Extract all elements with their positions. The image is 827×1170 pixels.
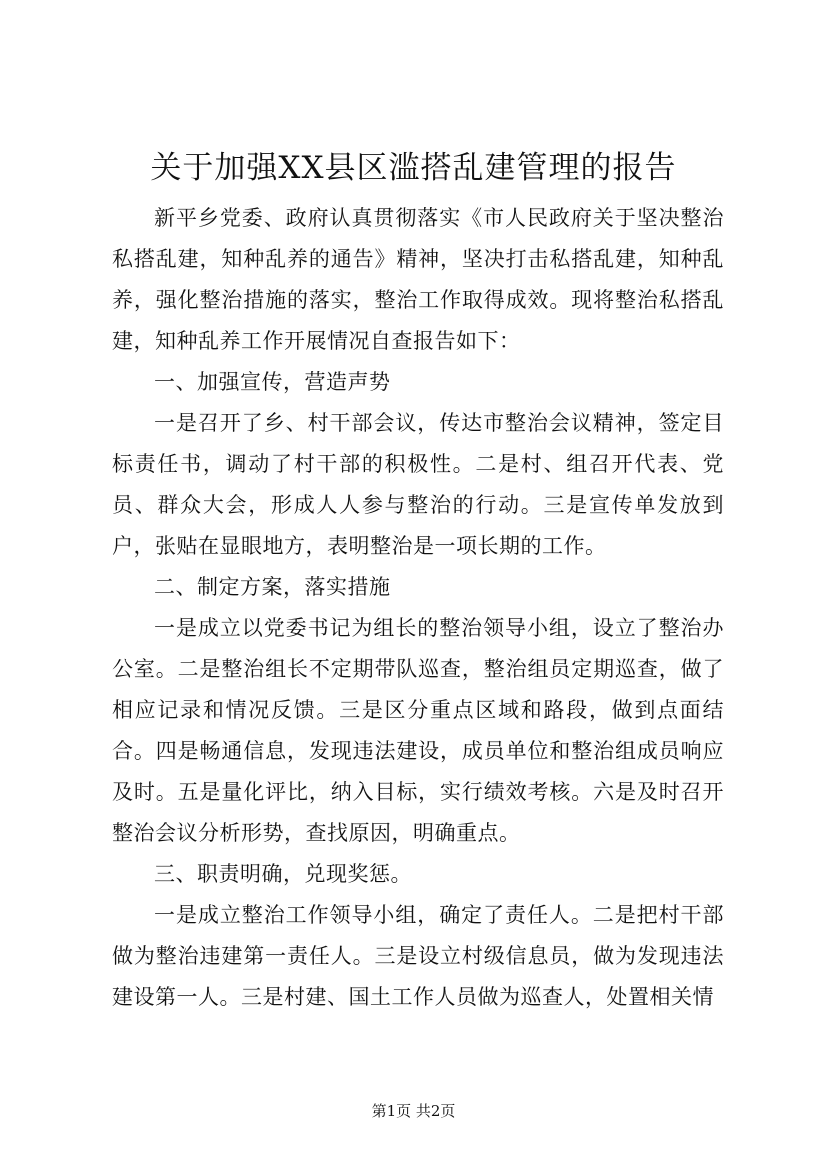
document-body: [112, 198, 724, 1018]
section-2-paragraph: 一是成立以党委书记为组长的整治领导小组，设立了整治办公室。二是整治组长不定期带队巡查，整治组员定期巡查，做了相应记录和情况反馈。三是区分重点区域和路段，做到点面结合。四是畅通信息，发现违法建设，成员单位和整治组成员响应及时。五是量化评比，纳入目标，实行绩效考核。六是及时召开整治会议分析形势，查找原因，明确重点。: [112, 616, 724, 845]
section-heading-1: 一、加强宣传，营造声势: [154, 370, 391, 394]
section-3-paragraph: 一是成立整治工作领导小组，确定了责任人。二是把村干部做为整治违建第一责任人。三是设立村级信息员，做为发现违法建设第一人。三是村建、国土工作人员做为巡查人，处置相关情: [112, 903, 724, 1009]
section-1-paragraph: 一是召开了乡、村干部会议，传达市整治会议精神，签定目标责任书，调动了村干部的积极性。二是村、组召开代表、党员、群众大会，形成人人参与整治的行动。三是宣传单发放到户，张贴在显眼地方，表明整治是一项长期的工作。: [112, 411, 724, 558]
section-heading-3: 三、职责明确，兑现奖惩。: [154, 862, 412, 886]
section-heading-2: 二、制定方案，落实措施: [154, 575, 391, 599]
intro-paragraph: 新平乡党委、政府认真贯彻落实《市人民政府关于坚决整治私搭乱建，知种乱养的通告》精神，坚决打击私搭乱建，知种乱养，强化整治措施的落实，整治工作取得成效。现将整治私搭乱建，知种乱养工作开展情况自查报告如下：: [112, 206, 724, 353]
page-footer: 第1页 共2页: [371, 1102, 456, 1120]
document-title: 关于加强XX县区滥搭乱建管理的报告: [150, 150, 677, 186]
